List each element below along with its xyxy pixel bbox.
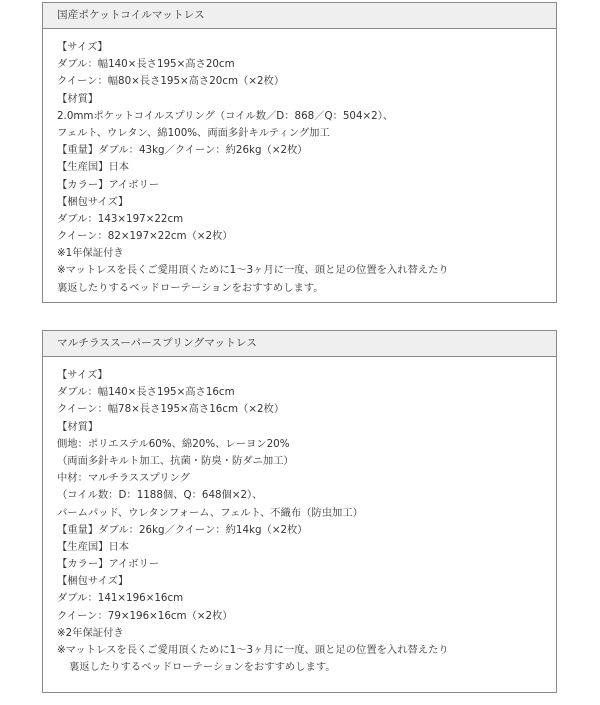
spec-box-pocket-coil: [42, 2, 557, 303]
spec-line: 【梱包サイズ】: [57, 195, 129, 208]
spec-line: 【重量】ダブル：26kg／クイーン：約14kg（×2枚）: [57, 523, 308, 536]
spec-line: パームパッド、ウレタンフォーム、フェルト、不織布（防虫加工）: [57, 506, 363, 519]
spec-line: ※マットレスを長くご愛用頂くために1〜3ヶ月に一度、頭と足の位置を入れ替えたり: [57, 264, 449, 277]
spec-line: 【サイズ】: [57, 369, 108, 381]
spec-line: ダブル：幅140×長さ195×高さ16cm: [57, 386, 235, 399]
spec-line: 2.0mmポケットコイルスプリング（コイル数／D：868／Q：504×2）、: [57, 109, 394, 122]
spec-box-body: [43, 29, 556, 297]
spec-line: 【生産国】日本: [57, 540, 130, 553]
spec-line: 【生産国】日本: [57, 161, 130, 174]
spec-line: ※2年保証付き: [57, 626, 124, 639]
spec-line: 【カラー】アイボリー: [57, 558, 160, 571]
spec-line: （コイル数：D：1188個、Q：648個×2）、: [57, 489, 263, 502]
spec-line: ※1年保証付き: [57, 247, 124, 260]
spec-box-title: 国産ポケットコイルマットレス: [43, 3, 556, 29]
spec-box-multiras-spring: [42, 330, 557, 693]
spec-line: 裏返したりするベッドローテーションをおすすめします。: [69, 661, 336, 674]
spec-line: ダブル：幅140×長さ195×高さ20cm: [57, 58, 235, 71]
spec-line: クイーン：79×196×16cm（×2枚）: [57, 609, 233, 622]
spec-line: 中材：マルチラススプリング: [57, 472, 190, 485]
spec-line: 裏返したりするベッドローテーションをおすすめします。: [57, 281, 324, 294]
spec-line: 【材質】: [57, 92, 99, 105]
spec-line: ※マットレスを長くご愛用頂くために1〜3ヶ月に一度、頭と足の位置を入れ替えたり: [57, 644, 449, 656]
spec-line: 【材質】: [57, 420, 99, 433]
spec-line: クイーン：幅80×長さ195×高さ20cm（×2枚）: [57, 75, 285, 88]
spec-line: 【サイズ】: [57, 41, 108, 53]
spec-line: ダブル：143×197×22cm: [57, 212, 184, 225]
spec-line: フェルト、ウレタン、綿100%、両面多針キルティング加工: [57, 126, 330, 139]
spec-line: クイーン：82×197×22cm（×2枚）: [57, 230, 233, 243]
spec-line: 【カラー】アイボリー: [57, 178, 160, 191]
spec-line: 【重量】ダブル：43kg／クイーン：約26kg（×2枚）: [57, 144, 308, 157]
spec-line: 側地：ポリエステル60%、綿20%、レーヨン20%: [57, 437, 290, 450]
spec-box-title: マルチラススーパースプリングマットレス: [43, 331, 556, 357]
spec-line: 【梱包サイズ】: [57, 575, 129, 588]
spec-line: ダブル：141×196×16cm: [57, 592, 184, 605]
spec-line: （両面多針キルト加工、抗菌・防臭・防ダニ加工）: [57, 454, 294, 467]
spec-line: クイーン：幅78×長さ195×高さ16cm（×2枚）: [57, 403, 285, 416]
spec-box-body: [43, 357, 556, 676]
